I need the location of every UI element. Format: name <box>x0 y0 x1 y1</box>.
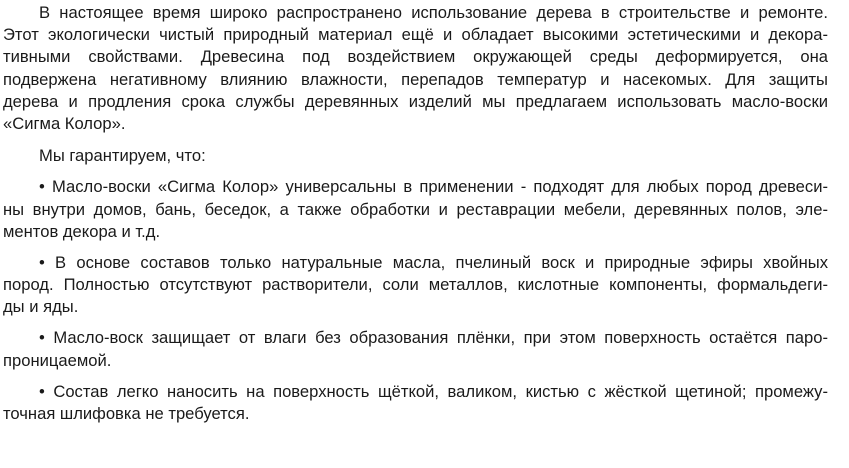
bullet-1-line-3: ментов декора и т.д. <box>3 221 161 241</box>
bullet-3-line-1: • Масло-воск защищает от влаги без образования плёнки, при этом поверхность остаётся паро- <box>39 328 828 348</box>
intro-line-3: тивными свойствами. Древесина под воздействием окружающей среды деформируется, она <box>3 47 828 67</box>
bullet-2-line-2: пород. Полностью отсутствуют растворители, соли металлов, кислотные компоненты, формальдеги- <box>3 275 828 295</box>
intro-line-6: «Сигма Колор». <box>3 113 126 133</box>
intro-line-4: подвержена негативному влиянию влажности, перепадов температур и насекомых. Для защиты <box>3 69 828 89</box>
bullet-4-line-1: • Состав легко наносить на поверхность щёткой, валиком, кистью с жёсткой щетиной; промежу- <box>39 381 828 401</box>
intro-line-5: дерева и продления срока службы деревянных изделий мы предлагаем использовать масло-воски <box>3 91 828 111</box>
intro-line-2: Этот экологически чистый природный материал ещё и обладает высокими эстетическими и декора- <box>3 25 828 45</box>
bullet-item-1 <box>3 176 828 243</box>
bullet-item-2 <box>3 252 828 319</box>
guarantee-paragraph <box>3 145 828 167</box>
intro-line-1: В настоящее время широко распространено использование дерева в строительстве и ремонте. <box>39 3 828 22</box>
guarantee-line: Мы гарантируем, что: <box>39 146 206 166</box>
bullet-item-3 <box>3 327 828 371</box>
bullet-2-line-3: ды и яды. <box>3 297 79 317</box>
bullet-1-line-2: ны внутри домов, бань, беседок, а также обработки и реставрации мебели, деревянных полов, эле- <box>3 199 828 219</box>
bullet-1-line-1: • Масло-воски «Сигма Колор» универсальны в применении - подходят для любых пород древеси- <box>39 177 828 197</box>
bullet-3-line-2: проницаемой. <box>3 350 112 370</box>
bullet-4-line-2: точная шлифовка не требуется. <box>3 404 250 423</box>
bullet-2-line-1: • В основе составов только натуральные масла, пчелиный воск и природные эфиры хвойных <box>39 252 828 272</box>
intro-paragraph <box>3 2 828 135</box>
bullet-item-4 <box>3 381 828 425</box>
